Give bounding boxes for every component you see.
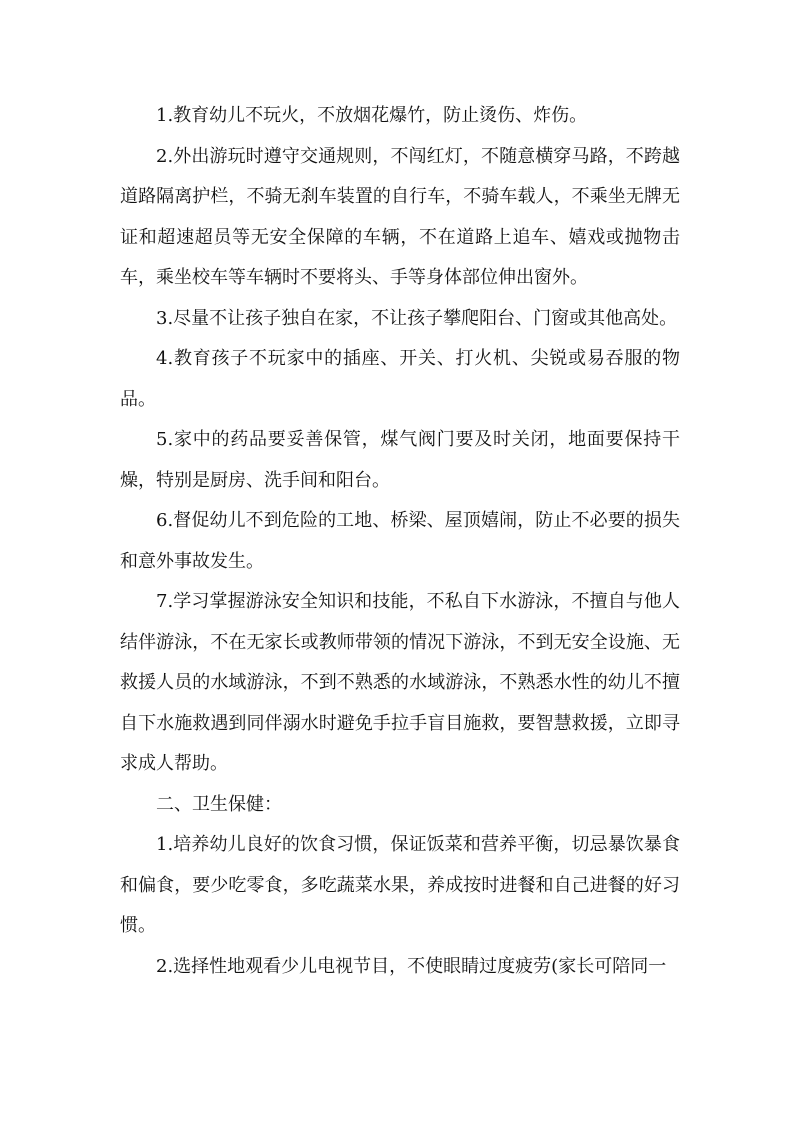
paragraph-fire-safety: 1.教育幼儿不玩火，不放烟花爆竹，防止烫伤、炸伤。: [156, 105, 588, 126]
paragraph-dangerous-places: 6.督促幼儿不到危险的工地、桥梁、屋顶嬉闹，防止不必要的损失和意外事故发生。: [120, 510, 680, 572]
paragraph-traffic-rules: 2.外出游玩时遵守交通规则，不闯红灯，不随意横穿马路，不跨越道路隔离护栏，不骑无刹车装置的自行车，不骑车载人，不乘坐无牌无证和超速超员等无安全保障的车辆，不在道路上追车、嬉戏或抛物击车，乘坐校车等车辆时不要将头、手等身体部位伸出窗外。: [120, 145, 680, 288]
paragraph-home-alone: 3.尽量不让孩子独自在家，不让孩子攀爬阳台、门窗或其他高处。: [156, 307, 678, 329]
paragraph-household-hazards: 4.教育孩子不玩家中的插座、开关、打火机、尖锐或易吞服的物品。: [120, 348, 680, 410]
document-body: [120, 96, 680, 987]
section-heading-hygiene: 二、卫生保健：: [156, 793, 282, 815]
paragraph-tv-viewing: 2.选择性地观看少儿电视节目，不使眼睛过度疲劳(家长可陪同一: [156, 955, 667, 977]
paragraph-swimming-safety: 7.学习掌握游泳安全知识和技能，不私自下水游泳，不擅自与他人结伴游泳，不在无家长或教师带领的情况下游泳，不到无安全设施、无救援人员的水域游泳，不到不熟悉的水域游泳，不熟悉水性的幼儿不擅自下水施救遇到同伴溺水时避免手拉手盲目施救，要智慧救援，立即寻求成人帮助。: [120, 591, 680, 774]
paragraph-eating-habits: 1.培养幼儿良好的饮食习惯，保证饭菜和营养平衡，切忌暴饮暴食和偏食，要少吃零食，多吃蔬菜水果，养成按时进餐和自己进餐的好习惯。: [120, 834, 680, 936]
paragraph-medicine-gas: 5.家中的药品要妥善保管，煤气阀门要及时关闭，地面要保持干燥，特别是厨房、洗手间和阳台。: [120, 429, 680, 491]
